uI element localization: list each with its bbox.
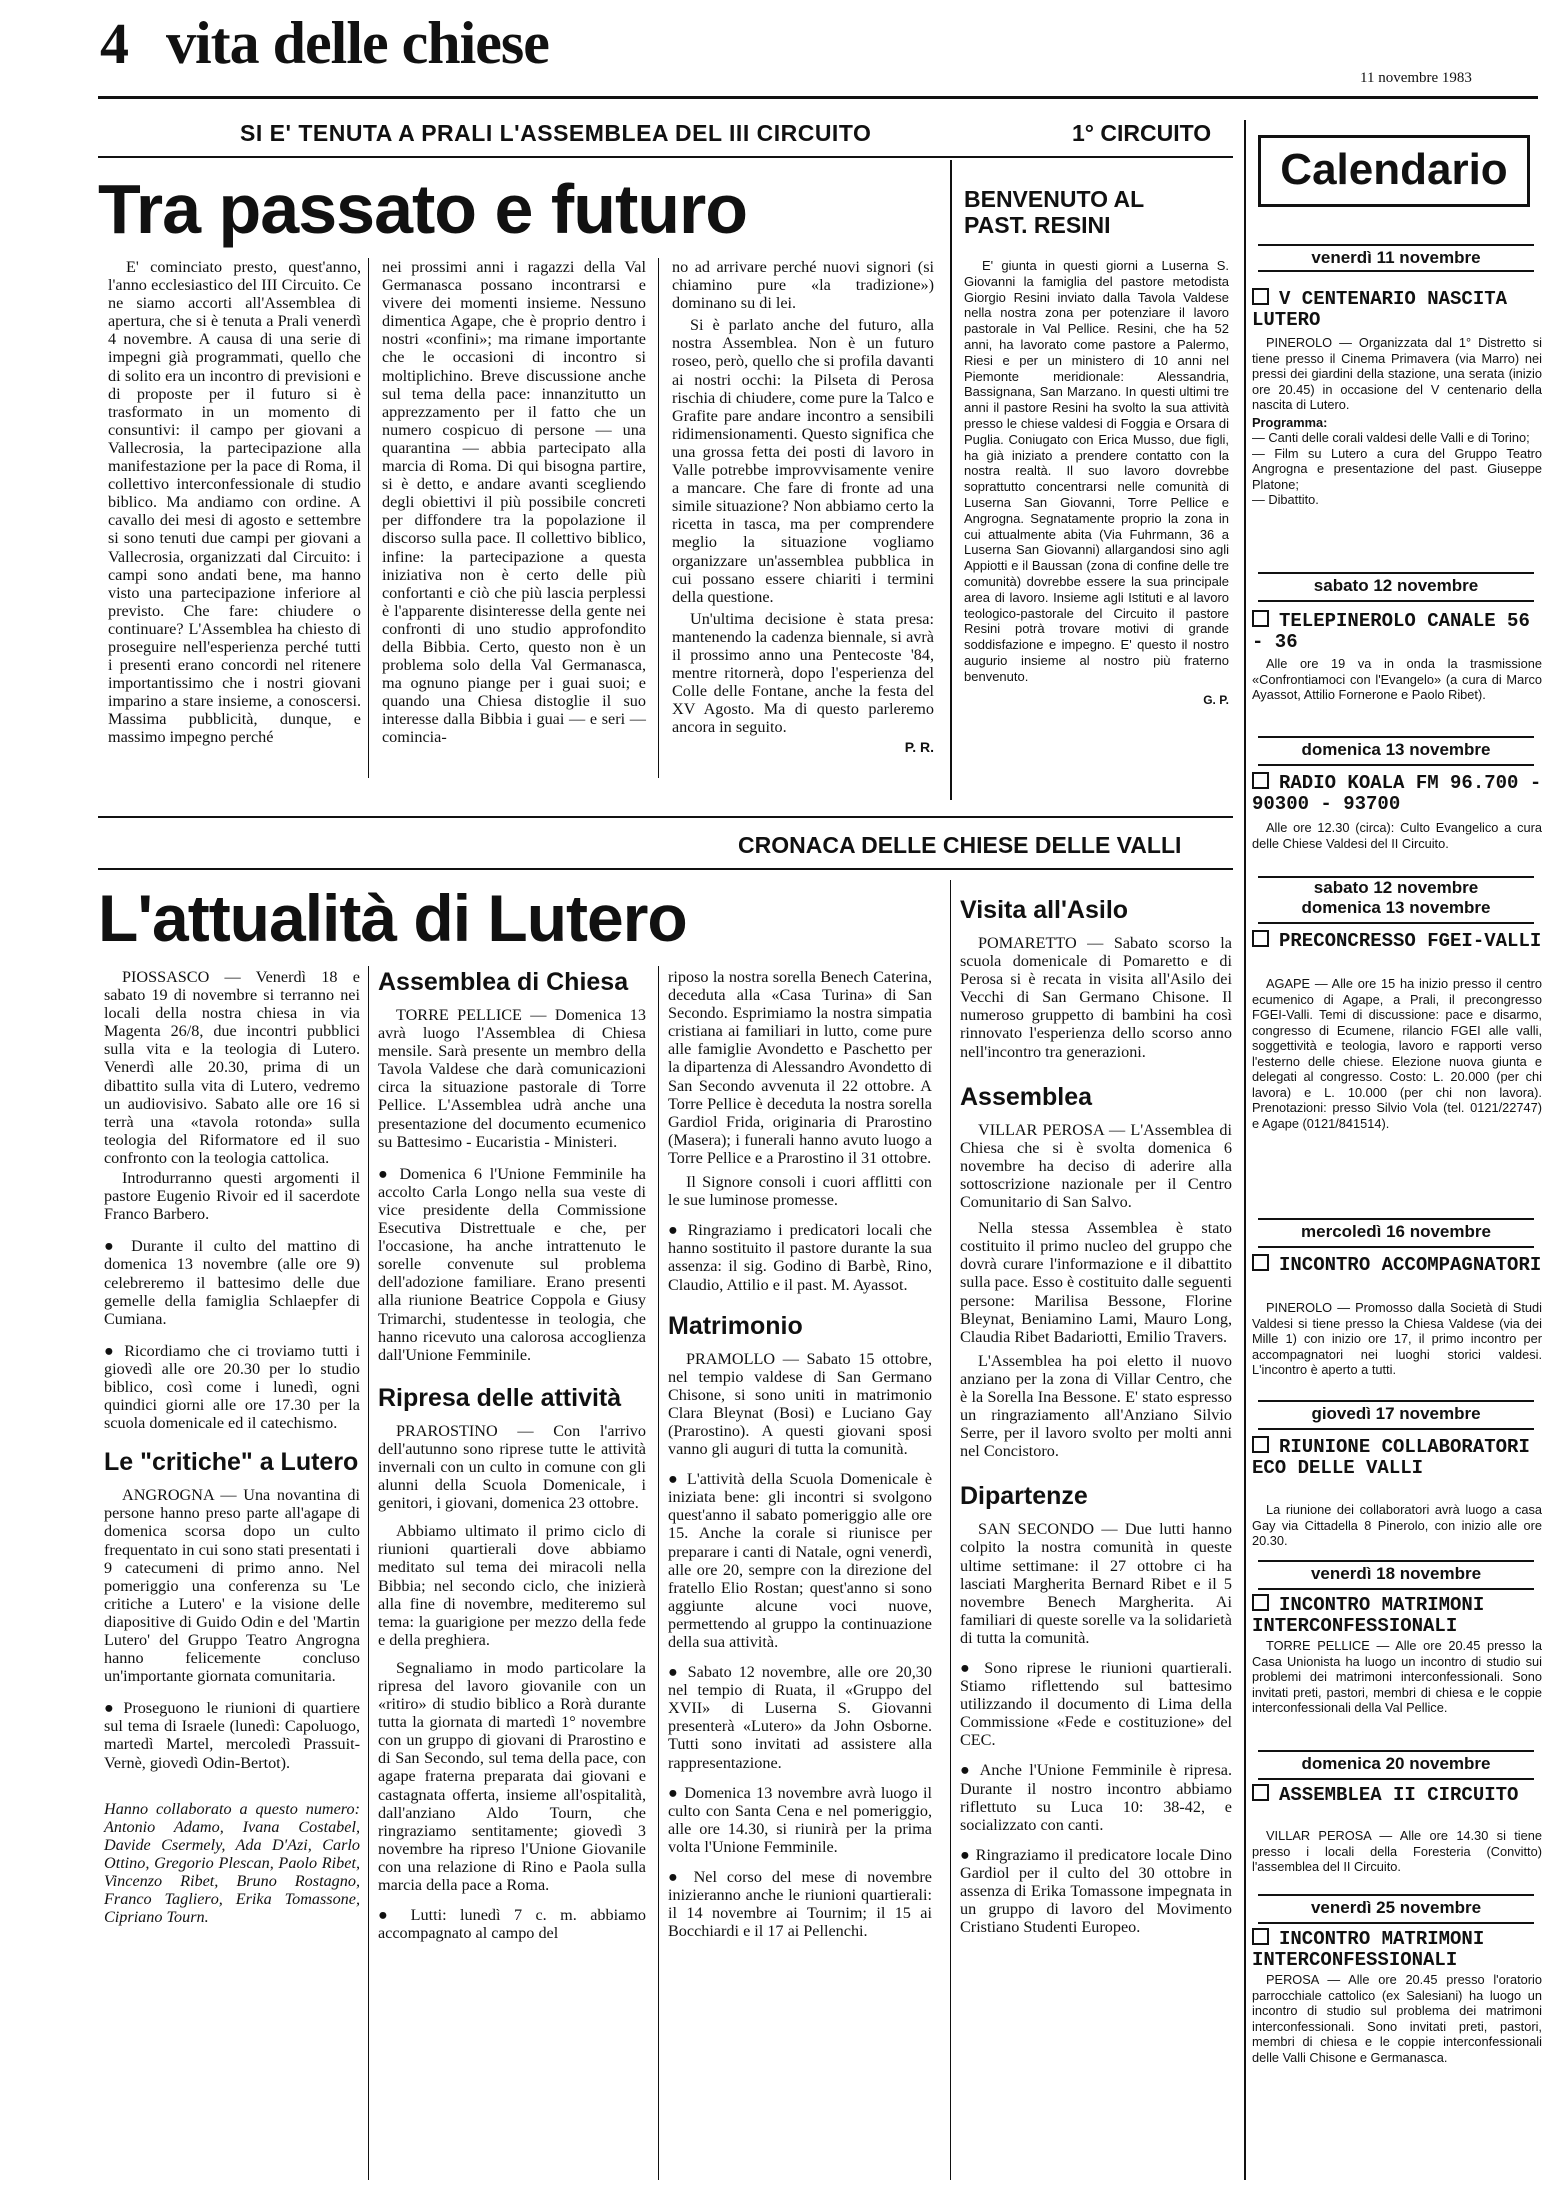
calendar-date-rule xyxy=(1258,1922,1534,1924)
calendar-date-rule xyxy=(1258,244,1534,246)
pramollo-text-4: ● Domenica 13 novembre avrà luogo il culto con Santa Cena e nel pomeriggio, alle ore 14.30, si riunirà per la prima volta l'Unione Femminile. xyxy=(668,1783,932,1856)
calendar-event-body xyxy=(1252,1638,1542,1716)
chronicle-col-1 xyxy=(104,968,360,1928)
checkbox-icon xyxy=(1252,772,1269,789)
lutti-text: riposo la nostra sorella Benech Caterina, deceduta alla «Casa Turina» di San Secondo. Esprimiamo la nostra simpatia cristiana ai familiari in lutto, come pure alle famiglie Avondetto e Paschetto per la dipartenza di Alessandro Avondetto di San Secondo avvenuta il 22 ottobre. A Torre Pellice è deceduta la nostra sorella Gardiol Frida, originaria di Prarostino (Masera); i funerali hanno avuto luogo a Torre Pellice e a Prarostino il 31 ottobre. xyxy=(668,968,932,1167)
calendar-date-rule xyxy=(1258,1894,1534,1896)
calendar-date: sabato 12 novembre domenica 13 novembre xyxy=(1301,878,1491,917)
section-title: vita delle chiese xyxy=(166,10,549,76)
asilo-heading: Visita all'Asilo xyxy=(960,896,1129,924)
sansecondo-text: SAN SECONDO — Due lutti hanno colpito la nostra comunità in queste ultime settimane: il 27 ottobre ci ha lasciati Margherita Bernard Ribet e il 5 novembre Benech Margherita. Ai familiari di queste sorelle va la solidarietà di tutta la comunità. xyxy=(960,1520,1232,1647)
masthead-rule xyxy=(98,96,1538,99)
calendar-date-rule xyxy=(1258,764,1534,766)
angrogna-text: ANGROGNA — Una novantina di persone hanno preso parte all'agape di domenica scorsa dopo un culto frequentato in cui sono stati presentati i 9 catecumeni di primo anno. Nel pomeriggio una conferenza su 'Le critiche a Lutero' e la visione delle diapositive di Guido Odin e del 'Martin Lutero' del Gruppo Teatro Angrogna hanno felicemente concluso un'importante giornata comunitaria. xyxy=(104,1486,360,1686)
ripresa-heading: Ripresa delle attività xyxy=(378,1383,622,1412)
calendar-event-text: Alle ore 19 va in onda la trasmissione «Confrontiamoci con l'Evangelo» (a cura di Marco Ayassot, Attilio Fornerone e Paolo Ribet). xyxy=(1252,656,1542,702)
calendar-date: giovedì 17 novembre xyxy=(1311,1404,1481,1423)
top-col-1-text: E' cominciato presto, quest'anno, l'anno ecclesiastico del III Circuito. Ce ne siamo accorti all'Assemblea di apertura, che si è tenuta a Prali venerdì 4 novembre. A causa di una serie di impegni già programmati, quello che di solito era un incontro di previsioni e di proposte per il futuro si è trasformato in un momento di consuntivi: il campo per giovani a Vallecrosia, la partecipazione alla manifestazione per la pace di Roma, il collettivo interconfessionale di studio biblico. Ma andiamo con ordine. A cavallo dei mesi di agosto e settembre si sono tenuti due campi per giovani a Vallecrosia, organizzati dal Circuito: i campi sono andati bene, ma hanno visto una partecipazione inferiore al previsto. Che fare: chiudere o continuare? L'Assemblea ha chiesto di proseguire nell'esperienza perché tutti i presenti erano concordi nel ritenere importantissimo che i nostri giovani imparino a stare insieme, a conoscersi. Massima pubblicità, dunque, e massimo impegno perché xyxy=(108,258,361,747)
assemblea-heading: Assemblea di Chiesa xyxy=(378,968,629,996)
first-circuit-headline: BENVENUTO AL PAST. RESINI xyxy=(964,186,1144,238)
matrimonio-heading: Matrimonio xyxy=(668,1311,803,1340)
torre-text: TORRE PELLICE — Domenica 13 avrà luogo l'Assemblea di Chiesa mensile. Sarà presente un membro della Tavola Valdese che darà comunicazioni circa la situazione pastorale di Torre Pellice. L'Assemblea udrà anche una presentazione del documento ecumenico su Battesimo - Eucaristia - Ministeri. xyxy=(378,1006,646,1151)
calendar-date-rule xyxy=(1258,1588,1534,1590)
prarostino-text-3: Segnaliamo in modo particolare la ripresa del lavoro giovanile con un «ritiro» di studio biblico a Rorà durante tutta la giornata di martedì 1° novembre con un gruppo di giovani di Prarostino e di San Secondo, sul tema della pace, con agape fraterna preparata dai giovani e castagnata offerta, insieme all'ospitalità, dall'anziano Aldo Tourn, che ringraziamo sentitamente; giovedì 3 novembre ha ripreso l'Unione Giovanile con una relazione di Rino e Paola sulla marcia della pace a Roma. xyxy=(378,1658,646,1895)
top-col-3 xyxy=(672,258,934,757)
calendar-program-item: — Film su Lutero a cura del Gruppo Teatro Angrogna e presentazione del past. Giuseppe Platone; xyxy=(1252,445,1542,492)
calendar-event-title-text: ASSEMBLEA II CIRCUITO xyxy=(1279,1784,1519,1806)
top-col-1 xyxy=(108,258,361,749)
prarostino-text-2: Abbiamo ultimato il primo ciclo di riunioni quartierali dove abbiamo meditato sul tema dei miracoli nella Bibbia; nel secondo ciclo, che inizierà alla fine di novembre, mediteremo sul tema: la guarigione per mezzo della fede e della preghiera. xyxy=(378,1522,646,1649)
chronicle-kicker: CRONACA DELLE CHIESE DELLE VALLI xyxy=(738,832,1182,858)
checkbox-icon xyxy=(1252,610,1269,627)
pramollo-text-2: ● L'attività della Scuola Domenicale è iniziata bene: gli incontri si svolgono quest'anno il sabato pomeriggio alle ore 15. Anche la corale si riunisce per preparare i canti di Natale, ogni venerdì, alle ore 20, sempre con la direzione del fratello Elio Rostan; quest'anno si sono aggiunte alcune voci nuove, permettendo al gruppo la continuazione della sua attività. xyxy=(668,1470,932,1651)
calendar-date-rule xyxy=(1258,1246,1534,1248)
checkbox-icon xyxy=(1252,1784,1269,1801)
lutti-text-2: Il Signore consoli i cuori afflitti con le sue luminose promesse. xyxy=(668,1173,932,1210)
calendar-date: domenica 13 novembre xyxy=(1301,740,1491,759)
calendar-event-text: PEROSA — Alle ore 20.45 presso l'oratorio parrocchiale cattolico (ex Salesiani) ha luogo un incontro di studio sul problema dei matrimoni interconfessionali. Sono invitati preti, pastori, membri di chiesa e le coppie interconfessionali delle Valli Chisone e Germanasca. xyxy=(1252,1972,1542,2065)
top-col-2 xyxy=(382,258,646,749)
calendar-event-text: TORRE PELLICE — Alle ore 20.45 presso la Casa Unionista ha luogo un incontro di studio sui problemi dei matrimoni interconfessionali. Sono invitati preti, pastori, membri di chiesa e le coppie interconfessionali della Val Pellice. xyxy=(1252,1638,1542,1715)
checkbox-icon xyxy=(1252,1928,1269,1945)
calendar-event-text: Alle ore 12.30 (circa): Culto Evangelico a cura delle Chiese Valdesi del II Circuito. xyxy=(1252,820,1542,851)
top-col-3-text-a: no ad arrivare perché nuovi signori (si chiamino pure «la tradizione») dominano su di lei. xyxy=(672,258,934,313)
pramollo-text: PRAMOLLO — Sabato 15 ottobre, nel tempio valdese di San Germano Chisone, si sono uniti in matrimonio Clara Bleynat (Bosi) e Luciano Gay (Prarostino). A questi giovani sposi vanno gli auguri di tutta la comunità. xyxy=(668,1349,932,1459)
calendar-event-title xyxy=(1252,1436,1542,1479)
first-circuit-signature: G. P. xyxy=(1203,692,1229,707)
checkbox-icon xyxy=(1252,1254,1269,1271)
checkbox-icon xyxy=(1252,1436,1269,1453)
issue-date: 11 novembre 1983 xyxy=(1360,70,1472,86)
calendar-event-title xyxy=(1252,930,1542,952)
villar-text: VILLAR PEROSA — L'Assemblea di Chiesa che si è svolta domenica 6 novembre ha deciso di aderire alla sottoscrizione nazionale per il Centro Comunitario di San Salvo. xyxy=(960,1120,1232,1212)
calendar-date-rule xyxy=(1258,1428,1534,1430)
calendar-event-title-text: RIUNIONE COLLABORATORI ECO DELLE VALLI xyxy=(1252,1436,1530,1479)
calendar-date-rule xyxy=(1258,572,1534,574)
section-rule xyxy=(98,816,1233,818)
calendar-event-title-text: RADIO KOALA FM 96.700 - 90300 - 93700 xyxy=(1252,772,1542,815)
calendar-program-item: — Dibattito. xyxy=(1252,492,1319,507)
piossasco-text-3: ● Durante il culto del mattino di domenica 13 novembre (alle ore 9) celebreremo il battesimo delle due gemelle della famiglia Schlaepfer di Cumiana. xyxy=(104,1237,360,1328)
calendar-event-title xyxy=(1252,1784,1542,1806)
calendar-date-rule xyxy=(1258,1400,1534,1402)
calendar-date-rule xyxy=(1258,1560,1534,1562)
first-circuit-kicker: 1° CIRCUITO xyxy=(1072,120,1212,146)
calendar-date: mercoledì 16 novembre xyxy=(1301,1222,1491,1241)
col-rule xyxy=(368,966,369,2180)
checkbox-icon xyxy=(1252,288,1269,305)
assemblea2-heading: Assemblea xyxy=(960,1082,1093,1111)
calendar-event-body xyxy=(1252,335,1542,508)
calendar-event-text: PINEROLO — Promosso dalla Società di Studi Valdesi si tiene presso la Chiesa Valdese (via dei Mille 1) con inizio ore 17, il primo incontro per accompagnatori nei luoghi storici valdesi. L'incontro è aperto a tutti. xyxy=(1252,1300,1542,1377)
checkbox-icon xyxy=(1252,1594,1269,1611)
top-col-3-text-c: Un'ultima decisione è stata presa: mantenendo la cadenza biennale, si avrà il prossimo anno una Pentecoste '84, mentre ritornerà, dopo l'esperienza del Colle delle Fontane, anche la festa del XV Agosto. Ma di questo parleremo ancora in seguito. xyxy=(672,609,934,737)
pramollo-text-5: ● Nel corso del mese di novembre inizieranno anche le riunioni quartierali: il 14 novembre ai Tournim; il 15 ai Bocchiardi e il 17 ai Pellenchi. xyxy=(668,1868,932,1941)
calendar-event-body xyxy=(1252,1828,1542,1875)
villar-text-2: Nella stessa Assemblea è stato costituito il primo nucleo del gruppo che dovrà curare l'informazione e il dibattito sulla pace. Esso è costituito dalle seguenti persone: Marilisa Bessone, Florine Bleynat, Beniamino Lami, Mauro Long, Claudia Ribet Badariotti, Emilio Travers. xyxy=(960,1219,1232,1346)
top-col-3-text-b: Si è parlato anche del futuro, alla nostra Assemblea. Non è un futuro roseo, però, quello che si profila davanti ai nostri occhi: la Pilseta di Perosa rischia di chiudere, come pure la Talco e Grafite pare andare incontro a sensibili ridimensionamenti. Questo significa che una grossa fetta dei posti di lavoro in Valle potrebbe improvvisamente venire a mancare. Che fare di fronte ad una simile situazione? Non abbiamo certo la ricetta in tasca, ma per comprendere meglio la situazione vogliamo organizzare un'assemblea pubblica in cui possano essere chiariti i termini della questione. xyxy=(672,316,934,606)
calendar-date: sabato 12 novembre xyxy=(1313,576,1479,595)
calendar-event-title xyxy=(1252,1594,1542,1637)
calendar-event-body xyxy=(1252,976,1542,1131)
checkbox-icon xyxy=(1252,930,1269,947)
calendar-event-title-text: INCONTRO MATRIMONI INTERCONFESSIONALI xyxy=(1252,1928,1485,1971)
critiche-heading: Le "critiche" a Lutero xyxy=(104,1448,359,1477)
calendar-event-title-text: INCONTRO ACCOMPAGNATORI xyxy=(1279,1254,1542,1276)
dipartenze-heading: Dipartenze xyxy=(960,1482,1088,1511)
calendar-program-label: Programma: xyxy=(1252,414,1328,430)
angrogna-text-2: ● Proseguono le riunioni di quartiere sul tema di Israele (lunedì: Capoluogo, martedì Martel, mercoledì Prassuit-Vernè, giovedì Odin-Bertot). xyxy=(104,1699,360,1772)
top-headline: Tra passato e futuro xyxy=(98,170,748,248)
prarostino-text: PRAROSTINO — Con l'arrivo dell'autunno sono riprese tutte le attività invernali con un culto in comune con gli alunni della Scuola Domenicale, i genitori, i giovani, domenica 23 ottobre. xyxy=(378,1421,646,1513)
calendar-date: venerdì 11 novembre xyxy=(1311,248,1481,267)
chronicle-col-3 xyxy=(668,968,932,1942)
calendar-event-text: AGAPE — Alle ore 15 ha inizio presso il centro ecumenico di Agape, a Prali, il precongresso FGEI-Valli. Temi di discussione: pace e disarmo, congresso di Ecumene, rilancio FGEI alle valli, soggettività e teologia, lavoro e rapporti verso l'esterno delle chiese. Elezione nuova giunta e delegati al congresso. Costo: L. 20.000 (per chi lavora) e L. 10.000 (per chi non lavora). Prenotazioni: presso Silvio Vola (tel. 0121/22747) e Agape (0121/841514). xyxy=(1252,976,1542,1131)
top-col-2-text: nei prossimi anni i ragazzi della Val Germanasca possano incontrarsi e vivere dei momenti insieme. Nessuno dimentica Agape, che è proprio dentro i nostri «confini»; ma rimane importante che le occasioni di incontro si moltiplichino. Breve discussione anche sul tema della pace: innanzitutto un apprezzamento per il fatto che un numero cospicuo di persone — una quarantina — abbia partecipato alla marcia di Roma. Di qui bisogna partire, si è detto, e andare avanti scegliendo degli obiettivi il più possibile concreti per diffondere tra la popolazione il discorso sulla pace. Il collettivo biblico, infine: la partecipazione a questa iniziativa non è certo delle più confortanti e ciò che più lascia perplessi è l'apparente disinteresse della gente nei confronti di uno studio approfondito della Bibbia. Certo, questo non è un problema solo della Val Germanasca, ma ognuno piange per i guai suoi; e quando una Chiesa distoglie il suo interesse dalla Bibbia i guai — e seri — comincia- xyxy=(382,258,646,747)
first-circuit-text: E' giunta in questi giorni a Luserna S. Giovanni la famiglia del pastore metodista Giorgio Resini inviato dalla Tavola Valdese nella nostra zona per potenziare il lavoro pastorale in Val Pellice. Resini, che ha 52 anni, ha lavorato come pastore a Palermo, Riesi e per un ministero di 10 anni nel Piemonte meridionale: Alessandria, Bassignana, San Marzano. In questi ultimi tre anni il pastore Resini ha svolto la sua attività presso le chiese valdesi di Foggia e Orsara di Puglia. Coniugato con Erica Musso, due figli, ha già iniziato a prendere contatto con la nostra realtà. Il suo lavoro dovrebbe soprattutto concentrarsi nelle comunità di Luserna San Giovanni, Torre Pellice e Angrogna. Segnatamente proprio la zona in cui attualmente abita (Via Fuhrmann, 36 a Luserna San Giovanni) allargandosi sino agli Appiotti e il Baussan (zona di confine delle tre comunità) dovrebbe essere la sua principale area di lavoro. Insieme agli Istituti e al lavoro teologico-pastorale del Circuito il pastore Resini potrà trovare motivi di grande soddisfazione e impegno. E' questo il nostro augurio insieme al nostro più fraterno benvenuto. xyxy=(964,258,1229,684)
calendar-event-title xyxy=(1252,772,1542,815)
chronicle-col-2 xyxy=(378,968,646,1944)
calendar-date-rule xyxy=(1258,922,1534,924)
sansecondo-text-4: ● Ringraziamo il predicatore locale Dino Gardiol per il culto del 30 ottobre in assenza di Erika Tomassone impegnata in un gruppo di lavoro del Movimento Cristiano Studenti Europeo. xyxy=(960,1845,1232,1937)
chronicle-headline: L'attualità di Lutero xyxy=(98,881,687,955)
piossasco-text-2: Introdurranno questi argomenti il pastore Eugenio Rivoir ed il sacerdote Franco Barbero. xyxy=(104,1169,360,1224)
calendar-event-title-text: INCONTRO MATRIMONI INTERCONFESSIONALI xyxy=(1252,1594,1485,1637)
torre-text-2: ● Domenica 6 l'Unione Femminile ha accolto Carla Longo nella sua veste di vice presidente della Commissione Esecutiva Distrettuale e che, per l'occasione, ha anche intrattenuto le sorelle convenute sul problema dell'adozione familiare. Erano presenti alla riunione Beatrice Coppola e Giusy Trimarchi, studentesse in teologia, che hanno ricevuto una calorosa accoglienza dall'Unione Femminile. xyxy=(378,1164,646,1364)
sansecondo-text-2: ● Sono riprese le riunioni quartierali. Stiamo riflettendo sul battesimo utilizzando il documento di Lima della Commissione «Fede e costituzione» del CEC. xyxy=(960,1659,1232,1750)
calendar-event-text: La riunione dei collaboratori avrà luogo a casa Gay via Cittadella 8 Pinerolo, con inizio alle ore 20.30. xyxy=(1252,1502,1542,1548)
calendar-event-title-text: V CENTENARIO NASCITA LUTERO xyxy=(1252,288,1508,331)
calendar-event-body xyxy=(1252,1972,1542,2065)
prarostino-text-4: ● Lutti: lunedì 7 c. m. abbiamo accompagnato al campo del xyxy=(378,1906,646,1943)
col-rule xyxy=(950,880,951,2180)
col-rule xyxy=(658,258,659,778)
calendar-event-body xyxy=(1252,1502,1542,1549)
lutti-text-3: ● Ringraziamo i predicatori locali che hanno sostituito il pastore durante la sua assenza: il sig. Godino di Barbè, Rino, Claudio, Attilio e il past. M. Ayassot. xyxy=(668,1221,932,1294)
calendar-event-title-text: TELEPINEROLO CANALE 56 - 36 xyxy=(1252,610,1530,653)
calendar-program-item: — Canti delle corali valdesi delle Valli e di Torino; xyxy=(1252,430,1530,445)
calendar-date-rule xyxy=(1258,600,1534,602)
col-rule xyxy=(368,258,369,778)
villar-text-3: L'Assemblea ha poi eletto il nuovo anziano per la zona di Villar Centro, che è la Sorella Ina Bessone. E' stato espresso un ringraziamento all'Anziano Silvio Serre, per il lavoro svolto per molti anni nel Concistoro. xyxy=(960,1351,1232,1461)
calendar-event-title-text: PRECONCRESSO FGEI-VALLI xyxy=(1279,930,1542,952)
calendar-event-body xyxy=(1252,656,1542,703)
calendar-event-title xyxy=(1252,288,1542,331)
col-rule xyxy=(950,160,952,800)
chronicle-kicker-rule xyxy=(98,868,1233,870)
calendar-date-rule xyxy=(1258,1778,1534,1780)
calendar-date-rule xyxy=(1258,736,1534,738)
calendar-title: Calendario xyxy=(1258,135,1530,207)
calendar-date: venerdì 18 novembre xyxy=(1310,1564,1482,1583)
calendar-date: venerdì 25 novembre xyxy=(1310,1898,1482,1917)
calendar-date-rule xyxy=(1258,1750,1534,1752)
calendar-date-rule xyxy=(1258,1218,1534,1220)
calendar-event-title xyxy=(1252,1928,1542,1971)
collaborators-note: Hanno collaborato a questo numero: Antonio Adamo, Ivana Costabel, Davide Csermely, Ada D'Azi, Carlo Ottino, Gregorio Plescan, Paolo Ribet, Vincenzo Ribet, Bruno Rostagno, Franco Taglierо, Erika Tomassone, Cipriano Tourn. xyxy=(104,1799,360,1927)
calendar-date-rule xyxy=(1258,270,1534,272)
calendar-event-text: VILLAR PEROSA — Alle ore 14.30 si tiene presso i locali della Foresteria (Convitto) l'assemblea del II Circuito. xyxy=(1252,1828,1542,1874)
calendar-rule xyxy=(1244,120,1246,2180)
top-kicker-rule xyxy=(98,156,1233,158)
calendar-date: domenica 20 novembre xyxy=(1301,1754,1491,1773)
calendar-event-text: PINEROLO — Organizzata dal 1° Distretto si tiene presso il Cinema Primavera (via Marro) nei pressi dei giardini della stazione, una serata (inizio ore 20.45) in occasione del V centenario della nascita di Lutero. xyxy=(1252,335,1542,412)
pramollo-text-3: ● Sabato 12 novembre, alle ore 20,30 nel tempio di Ruata, il «Gruppo del XVII» di Luserna S. Giovanni presenterà «Lutero» da John Osborne. Tutti sono invitati ad assistere alla rappresentazione. xyxy=(668,1663,932,1772)
top-signature: P. R. xyxy=(904,739,934,756)
chronicle-col-4 xyxy=(960,896,1232,1938)
sansecondo-text-3: ● Anche l'Unione Femminile è ripresa. Durante il nostro incontro abbiamo riflettuto su Luca 10: 38-42, e socializzato con canti. xyxy=(960,1761,1232,1834)
top-kicker: SI E' TENUTA A PRALI L'ASSEMBLEA DEL III CIRCUITO xyxy=(240,120,872,146)
piossasco-text: PIOSSASCO — Venerdì 18 e sabato 19 di novembre si terranno nei locali della nostra chiesa in via Magenta 26/8, due incontri pubblici sulla vita e la teologia di Lutero. Venerdì alle 20.30, prima di un dibattito sulla vita di Lutero, vedremo un audiovisivo. Sabato alle ore 16 si terrà una «tavola rotonda» sulla teologia del Riformatore ed il suo confronto con la teologia cattolica. xyxy=(104,968,360,1167)
calendar-event-body xyxy=(1252,820,1542,851)
calendar-event-title xyxy=(1252,1254,1542,1276)
page-number: 4 xyxy=(100,11,129,76)
calendar-event-body xyxy=(1252,1300,1542,1378)
calendar-event-title xyxy=(1252,610,1542,653)
first-circuit-body xyxy=(964,258,1229,708)
col-rule xyxy=(658,966,659,2180)
piossasco-text-4: ● Ricordiamo che ci troviamo tutti i giovedì alle ore 20.30 per lo studio biblico, così come i lunedì, ogni quindici giorni alle ore 17.30 per la scuola domenicale ed il catechismo. xyxy=(104,1341,360,1433)
pomaretto-text: POMARETTO — Sabato scorso la scuola domenicale di Pomaretto e di Perosa si è recata in visita all'Asilo dei Vecchi di San Germano Chisone. Il numeroso gruppetto di bambini ha così rinnovato l'esperienza dello scorso anno nell'incontro tra generazioni. xyxy=(960,934,1232,1061)
